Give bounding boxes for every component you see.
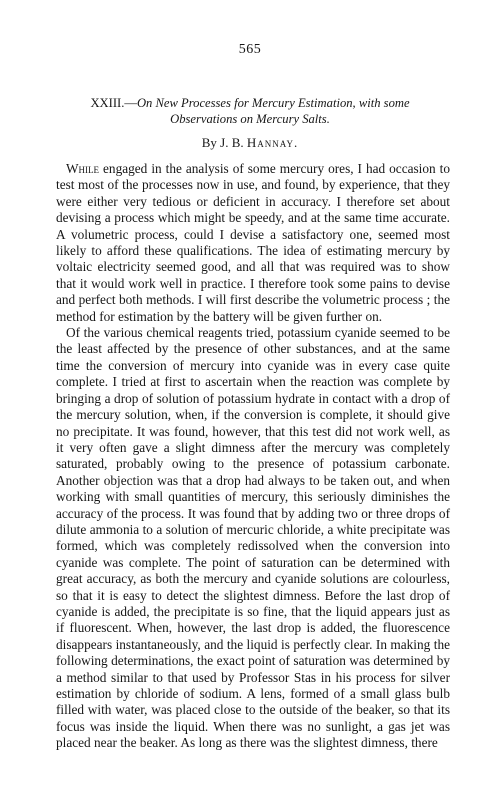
author-name: Hannay. (246, 135, 299, 150)
article-body (56, 161, 450, 752)
paragraph-2-text: Of the various chemical reagents tried, potassium cyanide seemed to be the least affected by the presence of other substances, and at the same time the conversion of mercury into cyanide was in every case quite complete. I tried at first to ascertain when the reaction was complete by bringing a drop of solution of potassium hydrate in contact with a drop of the mercury solution, when, if the conversion is complete, it should give no precipitate. It was found, however, that this test did not work well, as it very often gave a slight dimness after the mercury was completely saturated, probably owing to the presence of potassium carbonate. Another objection was that a drop had always to be taken out, and when working with small quantities of mercury, this seriously diminishes the accuracy of the process. It was found that by adding two or three drops of dilute ammonia to a solution of mercuric chloride, a white precipitate was formed, which was completely redissolved when the conversion into cyanide was complete. The point of saturation can be determined with great accuracy, as both the mercury and cyanide solutions are colourless, so that it is easy to detect the slightest dimness. Before the last drop of cyanide is added, the precipitate is so fine, that the liquid appears just as if fluorescent. When, however, the last drop is added, the fluorescence disappears instantaneously, and the liquid is perfectly clear. In making the following determinations, the exact point of saturation was determined by a method similar to that used by Professor Stas in his process for silver estimation by chloride of sodium. A lens, formed of a small glass bulb filled with water, was placed close to the outside of the beaker, so that its focus was inside the liquid. When there was no sunlight, a gas jet was placed near the beaker. As long as there was the slightest dimness, there (56, 325, 450, 751)
byline-prefix: By J. B. (201, 135, 244, 150)
paragraph-2 (56, 325, 450, 752)
paragraph-1 (56, 161, 450, 325)
page-number: 565 (238, 42, 262, 57)
article-title (64, 95, 436, 127)
author-byline (0, 135, 500, 151)
paragraph-1-lead: While (66, 161, 100, 176)
article-title-text: On New Processes for Mercury Estimation, with some Observations on Mercury Salts. (136, 96, 410, 126)
paragraph-1-text: engaged in the analysis of some mercury ores, I had occasion to test most of the processes now in use, and found, by experience, that they were either very tedious or deficient in accuracy. I therefore set about devising a process which might be speedy, and at the same time accurate. A volumetric process, could I devise a satisfactory one, seemed most likely to afford these qualifications. The idea of estimating mercury by voltaic electricity seemed good, and all that was required was to show that it would work well in practice. I therefore took some pains to devise and perfect both methods. I will first describe the volumetric process ; the method for estimation by the battery will be given further on. (56, 161, 450, 324)
article-number: XXIII.— (90, 96, 137, 110)
